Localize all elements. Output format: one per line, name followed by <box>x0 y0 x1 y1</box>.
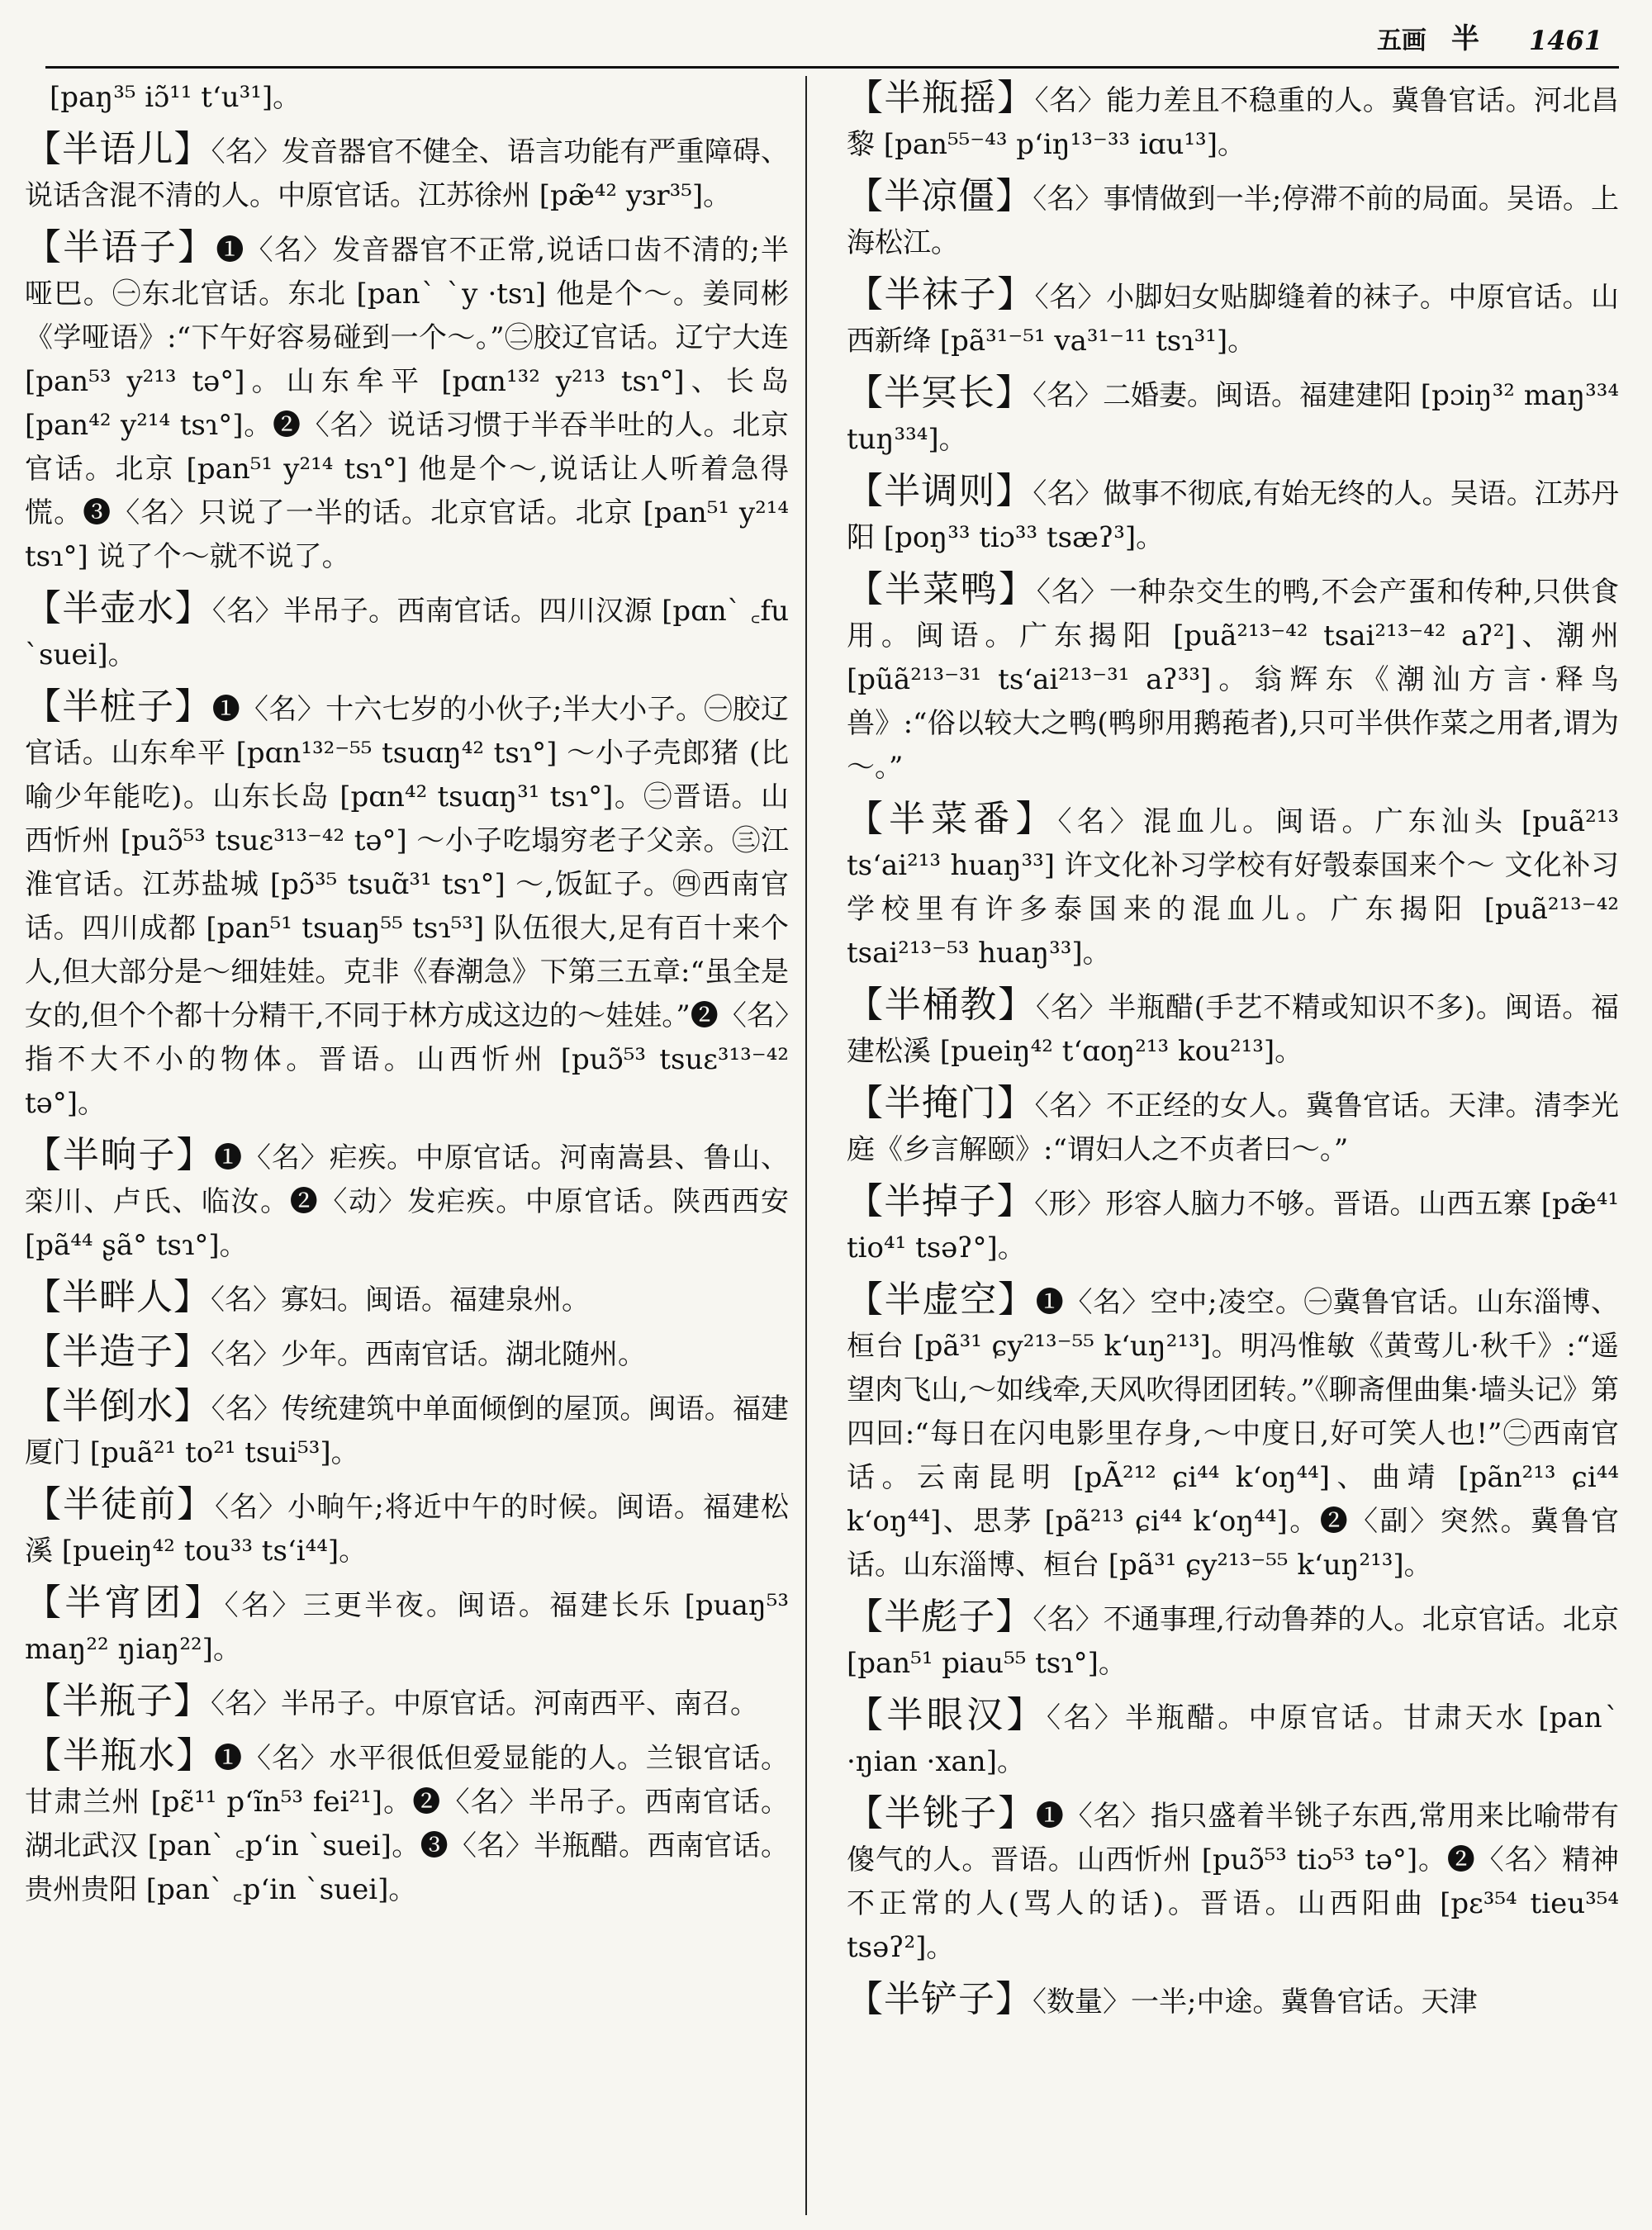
entry-definition: ❶〈名〉指只盛着半铫子东西,常用来比喻带有傻气的人。晋语。山西忻州 [puɔ̃⁵³ tiɔ⁵³ tə°]。❷〈名〉精神不正常的人(骂人的话)。晋语。山西阳曲 [pɛ³⁵⁴ tieu³⁵⁴ tsəʔ²]。 <box>847 1800 1619 1964</box>
dictionary-entry <box>847 1278 1619 1587</box>
entry-headword: 【半调则】 <box>847 470 1033 512</box>
entry-headword: 【半掩门】 <box>847 1082 1035 1124</box>
entry-definition: 〈形〉形容人脑力不够。晋语。山西五寨 [pæ̃⁴¹ tio⁴¹ tsəʔ°]。 <box>847 1188 1619 1264</box>
entry-headword: 【半造子】 <box>25 1331 211 1373</box>
entry-definition: 〈名〉寡妇。闽语。福建泉州。 <box>211 1283 590 1317</box>
entry-headword: 【半凉僵】 <box>847 175 1033 217</box>
entry-headword: 【半瓶水】 <box>25 1734 215 1777</box>
entry-headword: 【半菜番】 <box>847 798 1058 840</box>
page-header <box>50 15 1602 56</box>
entry-definition: 〈名〉半瓶醋(手艺不精或知识不多)。闽语。福建松溪 [pueiŋ⁴² tʻɑoŋ²¹³ kou²¹³]。 <box>847 991 1619 1068</box>
entry-headword: 【半畔人】 <box>25 1276 211 1318</box>
entry-definition: 〈名〉少年。西南官话。湖北随州。 <box>211 1338 646 1371</box>
dictionary-entry <box>847 273 1619 363</box>
dictionary-entry <box>847 1595 1619 1686</box>
entry-definition: 〈名〉半吊子。中原官话。河南西平、南召。 <box>211 1687 758 1720</box>
entry-definition: 〈数量〉一半;中途。冀鲁官话。天津 <box>1032 1986 1478 2019</box>
continuation-text: [paŋ³⁵ iɔ̃¹¹ tʻu³¹]。 <box>50 81 301 114</box>
entry-headword: 【半虚空】 <box>847 1279 1036 1321</box>
entry-headword: 【半菜鸭】 <box>847 568 1037 610</box>
entry-definition: 〈名〉半吊子。西南官话。四川汉源 [pɑnˋ ꜀fu ˋsuei]。 <box>25 595 789 671</box>
entry-headword: 【半桶教】 <box>847 984 1036 1026</box>
entry-definition: 〈名〉小晌午;将近中午的时候。闽语。福建松溪 [pueiŋ⁴² tou³³ tsʻi⁴⁴]。 <box>25 1491 789 1568</box>
entry-definition: 〈名〉混血儿。闽语。广东汕头 [puã²¹³ tsʻai²¹³ huaŋ³³] 许文化补习学校有好彀泰国来个～ 文化补习学校里有许多泰国来的混血儿。广东揭阳 [puã²¹³⁻⁴² tsai²¹³⁻⁵³ huaŋ³³]。 <box>847 805 1619 970</box>
dictionary-entry <box>25 1679 789 1726</box>
right-column <box>847 76 1619 2215</box>
entry-headword: 【半徒前】 <box>25 1483 216 1525</box>
entry-headword: 【半铫子】 <box>847 1792 1036 1834</box>
entry-definition: 〈名〉小脚妇女贴脚缝着的袜子。中原官话。山西新绛 [pã³¹⁻⁵¹ va³¹⁻¹¹ tsɿ³¹]。 <box>847 281 1619 358</box>
dictionary-entry <box>25 1384 789 1475</box>
entry-headword: 【半壶水】 <box>25 587 212 629</box>
entry-headword: 【半宵团】 <box>25 1582 225 1624</box>
left-entry-list <box>25 127 789 1912</box>
entry-headword: 【半语子】 <box>25 226 216 268</box>
index-character: 半 <box>1450 22 1479 55</box>
dictionary-entry <box>847 1977 1619 2024</box>
entry-headword: 【半眼汉】 <box>847 1694 1047 1736</box>
entry-definition: 〈名〉事情做到一半;停滞不前的局面。吴语。上海松江。 <box>847 183 1619 259</box>
entry-definition: 〈名〉传统建筑中单面倾倒的屋顶。闽语。福建厦门 [puã²¹ to²¹ tsui⁵³]。 <box>25 1393 789 1469</box>
dictionary-entry <box>847 174 1619 265</box>
entry-headword: 【半彪子】 <box>847 1596 1033 1638</box>
left-column <box>25 76 789 2215</box>
entry-definition: ❶〈名〉水平很低但爱显能的人。兰银官话。甘肃兰州 [pɛ̃¹¹ pʻĩn⁵³ fei²¹]。❷〈名〉半吊子。西南官话。湖北武汉 [panˋ ꜀pʻin ˋsuei]。❸〈名〉半瓶醋。西南官话。贵州贵阳 [panˋ ꜀pʻin ˋsuei]。 <box>25 1742 789 1906</box>
dictionary-entry <box>25 1483 789 1573</box>
entry-definition: 〈名〉做事不彻底,有始无终的人。吴语。江苏丹阳 [poŋ³³ tiɔ³³ tsæʔ³]。 <box>847 477 1619 554</box>
entry-headword: 【半瓶摇】 <box>847 77 1035 119</box>
dictionary-entry <box>847 983 1619 1074</box>
dictionary-entry <box>847 797 1619 975</box>
entry-definition: 〈名〉能力差且不稳重的人。冀鲁官话。河北昌黎 [pan⁵⁵⁻⁴³ pʻiŋ¹³⁻³³ iɑu¹³]。 <box>847 84 1619 161</box>
entry-headword: 【半掉子】 <box>847 1180 1035 1222</box>
entry-headword: 【半袜子】 <box>847 273 1035 316</box>
entry-definition: 〈名〉发音器官不健全、语言功能有严重障碍、说话含混不清的人。中原官话。江苏徐州 [pæ̃⁴² yɜr³⁵]。 <box>25 135 789 212</box>
dictionary-entry <box>25 586 789 677</box>
entry-definition: 〈名〉不正经的女人。冀鲁官话。天津。清李光庭《乡言解颐》:“谓妇人之不贞者曰～。” <box>847 1089 1619 1166</box>
dictionary-entry <box>25 1330 789 1377</box>
dictionary-entry <box>25 1581 789 1672</box>
entry-definition: ❶〈名〉发音器官不正常,说话口齿不清的;半哑巴。㊀东北官话。东北 [panˋ ˋy ·tsɿ] 他是个～。姜同彬《学哑语》:“下午好容易碰到一个～。”㊁胶辽官话。辽宁大连 [pan⁵³ y²¹³ tə°]。山东牟平 [pɑn¹³² y²¹³ tsɿ°]、长岛 [pan⁴² y²¹⁴ tsɿ°]。❷〈名〉说话习惯于半吞半吐的人。北京官话。北京 [pan⁵¹ y²¹⁴ tsɿ°] 他是个～,说话让人听着急得慌。❸〈名〉只说了一半的话。北京官话。北京 [pan⁵¹ y²¹⁴ tsɿ°] 说了个～就不说了。 <box>25 234 789 573</box>
dictionary-entry <box>847 371 1619 462</box>
entry-headword: 【半铲子】 <box>847 1978 1032 2020</box>
entry-headword: 【半桩子】 <box>25 686 212 728</box>
entry-headword: 【半语儿】 <box>25 128 211 170</box>
entry-headword: 【半晌子】 <box>25 1134 215 1176</box>
dictionary-entry <box>847 1179 1619 1270</box>
entry-headword: 【半倒水】 <box>25 1385 211 1427</box>
dictionary-entry <box>25 685 789 1126</box>
dictionary-entry <box>847 1081 1619 1172</box>
dictionary-entry <box>25 127 789 218</box>
entry-definition: 〈名〉一种杂交生的鸭,不会产蛋和传种,只供食用。闽语。广东揭阳 [puã²¹³⁻⁴² tsai²¹³⁻⁴² aʔ²]、潮州 [pũã²¹³⁻³¹ tsʻai²¹³⁻³¹ aʔ³³]。翁辉东《潮汕方言·释鸟兽》:“俗以较大之鸭(鸭卵用鹅菢者),只可半供作菜之用者,谓为～。” <box>847 576 1619 784</box>
entry-definition: 〈名〉三更半夜。闽语。福建长乐 [puaŋ⁵³ maŋ²² ŋiaŋ²²]。 <box>25 1589 789 1666</box>
dictionary-entry <box>847 469 1619 560</box>
entry-definition: ❶〈名〉十六七岁的小伙子;半大小子。㊀胶辽官话。山东牟平 [pɑn¹³²⁻⁵⁵ tsuɑŋ⁴² tsɿ°] ～小子壳郎猪 (比喻少年能吃)。山东长岛 [pɑn⁴² tsuɑŋ³¹ tsɿ°]。㊁晋语。山西忻州 [puɔ̃⁵³ tsuɛ³¹³⁻⁴² tə°] ～小子吃塌穷老子父亲。㊂江淮官话。江苏盐城 [pɔ̃³⁵ tsuɑ̃³¹ tsɿ°] ～,饭缸子。㊃西南官话。四川成都 [pan⁵¹ tsuaŋ⁵⁵ tsɿ⁵³] 队伍很大,足有百十来个人,但大部分是～细娃娃。克非《春潮急》下第三五章:“虽全是女的,但个个都十分精干,不同于林方成这边的～娃娃。”❷〈名〉指不大不小的物体。晋语。山西忻州 [puɔ̃⁵³ tsuɛ³¹³⁻⁴² tə°]。 <box>25 693 789 1120</box>
entry-definition: 〈名〉不通事理,行动鲁莽的人。北京官话。北京 [pan⁵¹ piau⁵⁵ tsɿ°]。 <box>847 1603 1619 1680</box>
entry-definition: ❶〈名〉疟疾。中原官话。河南嵩县、鲁山、栾川、卢氏、临汝。❷〈动〉发疟疾。中原官话。陕西西安 [pã⁴⁴ ʂã° tsɿ°]。 <box>25 1141 789 1262</box>
right-entry-list <box>847 76 1619 2024</box>
entry-definition: 〈名〉半瓶醋。中原官话。甘肃天水 [panˋ ·ŋian ·xan]。 <box>847 1701 1619 1778</box>
dictionary-entry <box>847 1693 1619 1784</box>
entry-headword: 【半瓶子】 <box>25 1680 211 1722</box>
page-number: 1461 <box>1528 25 1602 56</box>
dictionary-entry <box>847 76 1619 167</box>
dictionary-entry <box>847 1791 1619 1970</box>
dictionary-entry <box>25 225 789 579</box>
header-rule <box>45 66 1619 69</box>
entry-definition: ❶〈名〉空中;凌空。㊀冀鲁官话。山东淄博、桓台 [pã³¹ ɕy²¹³⁻⁵⁵ kʻuŋ²¹³]。明冯惟敏《黄莺儿·秋千》:“遥望肉飞山,～如线牵,天风吹得团团转。”《聊斋俚曲集·墙头记》第四回:“每日在闪电影里存身,～中度日,好可笑人也!”㊁西南官话。云南昆明 [pÃ²¹² ɕi⁴⁴ kʻoŋ⁴⁴]、曲靖 [pãn²¹³ ɕi⁴⁴ kʻoŋ⁴⁴]、思茅 [pã²¹³ ɕi⁴⁴ kʻoŋ⁴⁴]。❷〈副〉突然。冀鲁官话。山东淄博、桓台 [pã³¹ ɕy²¹³⁻⁵⁵ kʻuŋ²¹³]。 <box>847 1286 1619 1582</box>
entry-definition: 〈名〉二婚妻。闽语。福建建阳 [pɔiŋ³² maŋ³³⁴ tuŋ³³⁴]。 <box>847 379 1619 456</box>
section-label: 五画 <box>1376 26 1427 55</box>
dictionary-entry <box>25 1133 789 1268</box>
dictionary-entry <box>847 567 1619 790</box>
column-divider <box>805 76 807 2215</box>
dictionary-entry <box>25 1734 789 1912</box>
entry-headword: 【半冥长】 <box>847 372 1032 414</box>
dictionary-entry <box>25 1275 789 1322</box>
